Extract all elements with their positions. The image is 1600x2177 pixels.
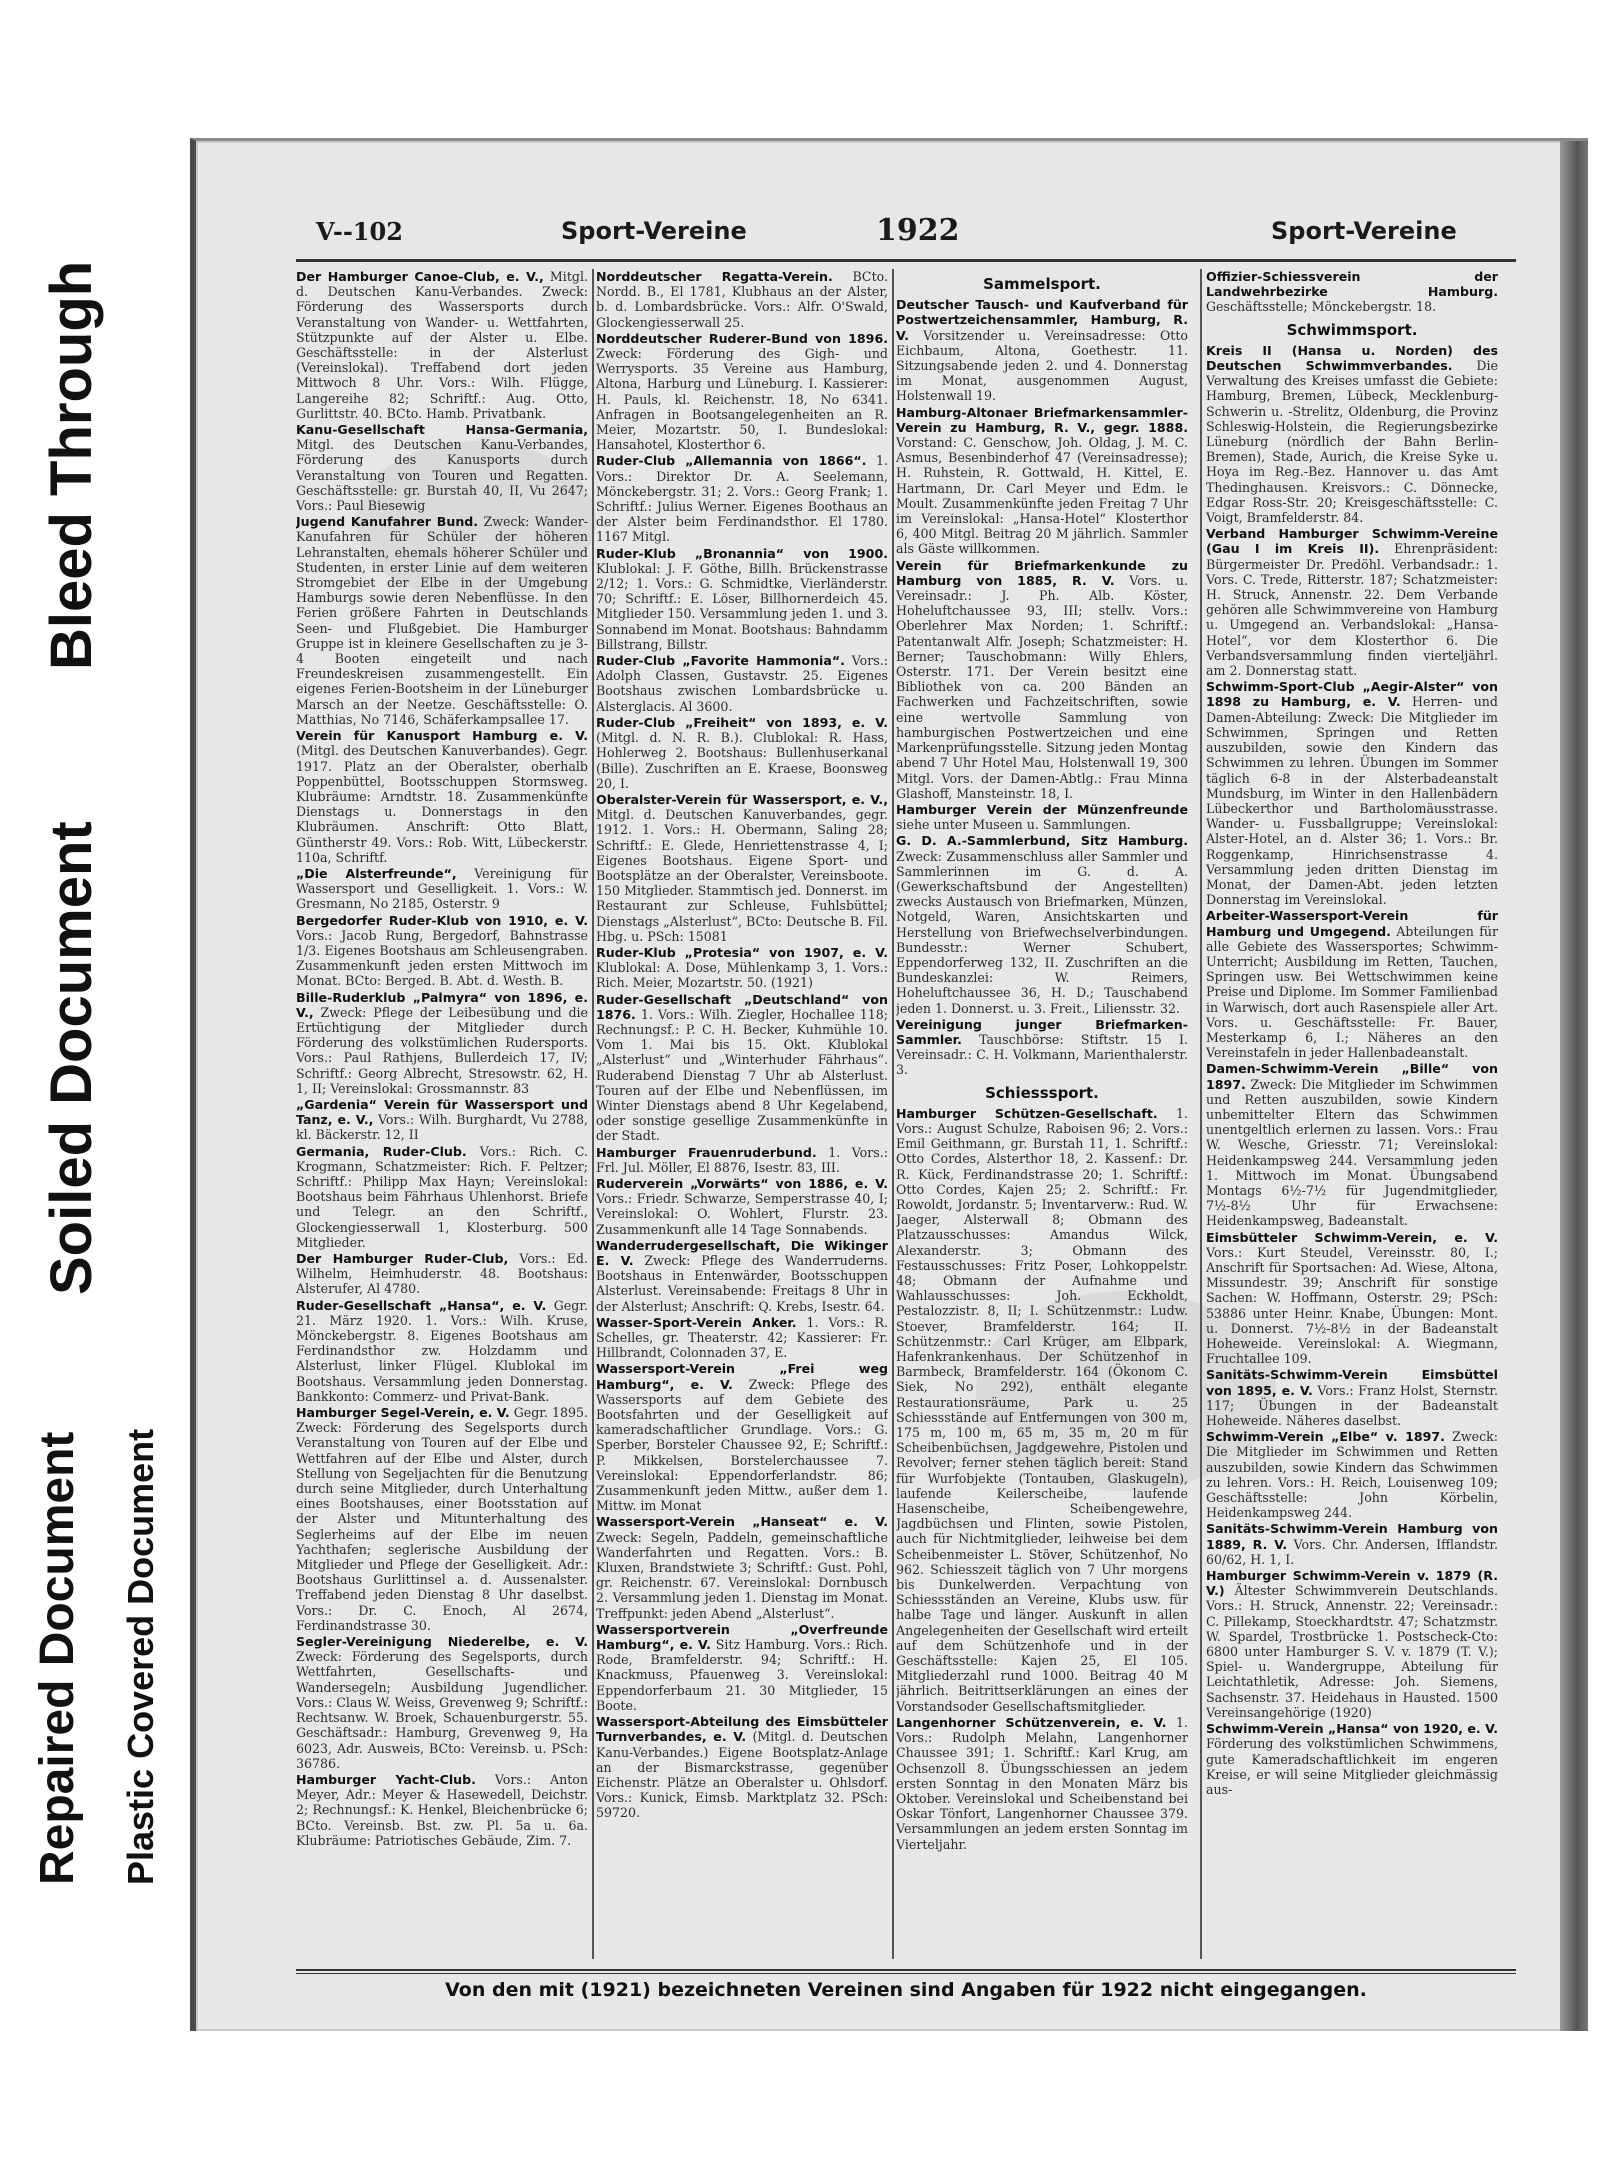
entry-name: Kreis II (Hansa u. Norden) des Deutschen Schwimmverbandes. <box>1206 342 1498 374</box>
entry-name: Schwimm-Verein „Elbe“ v. 1897. <box>1206 1429 1445 1445</box>
section-title: Schiesssport. <box>985 1083 1099 1102</box>
directory-entry <box>296 1298 588 1404</box>
entry-name: Verband Hamburger Schwimm-Vereine (Gau I im Kreis II). <box>1206 526 1498 557</box>
entry-text: Zweck: Förderung des Segelsports, durch Wettfahrten, Gesellschafts- und Wandersegeln; Ausbildung Jugendlicher. Vors.: Claus W. Weiss, Grevenweg 9; Schriftf.: Rechtsanw. W. Broek, Schauenburgerstr. 55. Geschäftsadr.: Hamburg, Grevenweg 9, Ha 6023, Adr. Ausweis, BCto: Vereinsb. u. PSch: 36786. <box>296 1649 588 1771</box>
page-header <box>316 213 1506 253</box>
entry-text: Geschäftsstelle; Mönckebergstr. 18. <box>1206 299 1437 315</box>
directory-entry <box>596 945 888 991</box>
header-rule <box>296 259 1516 262</box>
entry-name: Deutscher Tausch- und Kaufverband für Postwertzeichensammler, Hamburg, R. V. <box>896 297 1188 343</box>
directory-entry <box>596 653 888 714</box>
directory-entry <box>1206 679 1498 907</box>
entry-text: Vors.: Friedr. Schwarze, Semperstrasse 40, I; Vereinslokal: O. Wohlert, Flurstr. 23. Zusammenkunft alle 14 Tage Sonnabends. <box>596 1191 888 1237</box>
entry-name: Sanitäts-Schwimm-Verein Hamburg von 1889, R. V. <box>1206 1521 1498 1552</box>
directory-entry <box>896 833 1188 1015</box>
entry-name: Vereinigung junger Briefmarken-Sammler. <box>896 1016 1188 1047</box>
directory-entry <box>296 866 588 912</box>
soiled-document-label: Soiled Document <box>39 821 104 1295</box>
scanned-page <box>190 138 1588 2031</box>
entry-name: Ruderverein „Vorwärts“ von 1886, e. V. <box>596 1175 888 1191</box>
directory-entry <box>296 1772 588 1848</box>
entry-name: Wassersport-Verein „Frei weg Hamburg“, e. V. <box>596 1361 888 1392</box>
entry-name: Der Hamburger Canoe-Club, e. V., <box>296 269 544 284</box>
entry-name: Hamburger Yacht-Club. <box>296 1771 476 1787</box>
entry-text: Vors. u. Vereinsadr.: J. Ph. Alb. Köster, Hoheluftchaussee 93, III; stellv. Vors.: Oberlehrer Max Norden; 1. Schriftf.: Patentanwalt Alfr. Joseph; Schatzmeister: H. Berner; Tauschobmann: Willy Ehlers, Osterstr. 171. Der Verein besitzt eine Bibliothek von ca. 200 Bänden an Fachwerken und Fachzeitschriften, sowie eine wertvolle Sammlung von hamburgischen Postwertzeichen und eine Markenprüfungsstelle. Sitzung jeden Montag abend 7 Uhr Hotel Mau, Holstenwall 19, 300 Mitgl. Vors. der Damen-Abtlg.: Frau Minna Glashoff, Mansteinstr. 18, I. <box>896 572 1188 801</box>
entry-text: (Mitgl. d. N. R. B.). Clublokal: R. Hass, Hohlerweg 2. Bootshaus: Bullenhuserkanal (Bille). Zuschriften an E. Kraese, Boonsweg 20, I. <box>596 730 888 791</box>
directory-entry <box>1206 1721 1498 1797</box>
entry-text: Vors. Chr. Andersen, Ifflandstr. 60/62, H. 1, I. <box>1206 1536 1498 1567</box>
entry-text: Zweck: Die Mitglieder im Schwimmen und Retten auszubilden, sowie Kindern unbemittelter Eltern das Schwimmen unentgeltlich erlernen zu lassen. Vors.: Frau W. Wesche, Griesstr. 71; Vereinslokal: Heidenkampsweg 244. Versammlung jeden 1. Mittwoch im Monat. Übungsabend Montags 6½-7½ für Jugendmitglieder, 7½-8½ Uhr für Erwachsene: Heidenkampsweg, Badeanstalt. <box>1206 1076 1498 1229</box>
entry-text: 1. Vors.: August Schulze, Raboisen 96; 2. Vors.: Emil Geithmann, gr. Burstah 11, 1. Schriftf.: Otto Cordes, Alsterthor 18, 2. Kassenf.: Dr. R. Kück, Ferdinandstrasse 20; 1. Schriftf.: Otto Cordes, Kajen 25; 2. Schriftf.: Fr. Rowoldt, Jordanstr. 5; Inventarverw.: Rud. W. Jaeger, Alsterwall 8; Obmann des Platzausschusses: Amandus Wilck, Alexanderstr. 3; Obmann des Festausschusses: Fritz Poser, Lohkoppelstr. 48; Obmann der Aufnahme und Wahlausschusses: Joh. Eckholdt, Pestalozzistr. 8, II; I. Schützenmstr.: Ludw. Stoever, Bramfelderstr. 164; II. Schützenmstr.: Carl Krüger, am Elbpark, Hafenkrankenhaus. Der Schützenhof in Barmbeck, Bramfelderstr. 164 (Ökonom C. Siek, No 292), enthält elegante Restaurationsräume, Park u. 25 Schiessstände auf Entfernungen von 300 m, 175 m, 100 m, 65 m, 35 m, 20 m für Scheibenbüchsen, Jagdgewehre, Pistolen und Revolver; ferner stehen täglich bereit: Stand für Wurfobjekte (Tontauben, Glaskugeln), laufende Keilerscheibe, laufende Hasenscheibe, Scheibengewehre, Jagdbüchsen und Flinten, sowie Pistolen, auch für Nichtmitglieder, leihweise bei dem Scheibenmeister L. Stöver, Schützenhof, No 962. Schiesszeit täglich von 7 Uhr morgens bis Dunkelwerden. Verpachtung von Schiessständen an Vereine, Klubs usw. für halbe Tage und länger. Auskunft in allen Angelegenheiten der Gesellschaft wird erteilt auf dem Schützenhofe und in der Geschäftsstelle: Kajen 25, El 105. Mitgliederzahl rund 1000. Beitrag 40 M jährlich. Beitrittserklärungen an eines der Vorstandsoder Gesellschaftsmitglieder. <box>896 1105 1188 1714</box>
column-4 <box>1206 269 1498 1964</box>
directory-entry <box>596 269 888 330</box>
directory-entry <box>296 1634 588 1771</box>
entry-name: Offizier-Schiessverein der Landwehrbezirke Hamburg. <box>1206 269 1498 300</box>
directory-entry <box>596 331 888 453</box>
entry-name: Hamburger Frauenruderbund. <box>596 1144 817 1160</box>
entry-text: Gegr. 1895. Zweck: Förderung des Segelsports durch Veranstaltung von Touren auf der Elbe und Wettfahren auf der Elbe und Alster, durch Stellung von Segeljachten für die Benutzung durch seine Mitglieder, durch Unterhaltung eines Bootshauses, einer Bootsstation auf der Alster und Mitunterhaltung des Seglerheims auf der Elbe im neuen Yachthafen; seglerische Ausbildung der Mitglieder und Pflege der Geselligkeit. Adr.: Bootshaus Gurlittinsel a. d. Aussenalster. Treffabend jeden Dienstag 8 Uhr daselbst. Vors.: Dr. C. Enoch, Al 2674, Ferdinandstrasse 30. <box>296 1405 588 1633</box>
entry-name: Bergedorfer Ruder-Klub von 1910, e. V. <box>296 912 588 928</box>
entry-text: Vorstand: C. Genschow, Joh. Oldag, J. M. C. Asmus, Besenbinderhof 47 (Vereinsadresse); H. Ruhstein, R. Gottwald, H. Kittel, E. Hartmann, Dr. Carl Meyer und Edm. le Moult. Zusammenkünfte jeden Freitag 7 Uhr im Vereinslokal: „Hansa-Hotel“ Klosterthor 6, 400 Mitgl. Beitrag 20 M jährlich. Sammler als Gäste willkommen. <box>896 435 1188 557</box>
directory-entry <box>296 913 588 989</box>
entry-text: Mitgl. des Deutschen Kanu-Verbandes, Förderung des Kanusports durch Veranstaltung von Touren und Regatten. Geschäftsstelle: gr. Burstah 40, II, Vu 2647; Vors.: Paul Biesewig <box>296 437 588 514</box>
header-year: 1922 <box>876 213 960 248</box>
entry-text: Herren- und Damen-Abteilung: Zweck: Die Mitglieder im Schwimmen, Springen und Retten auszubilden, sowie den Kindern das Schwimmen zu lehren. Übungen im Sommer täglich 6-8 in der Alsterbadeanstalt Mundsburg, im Winter in den Hallenbädern Lübeckerthor und Bartholomäusstrasse. Wander- u. Fussballgruppe; Vereinslokal: Alster-Hotel, an d. Alster 36; 1. Vors.: Br. Roggenkamp, Hinrichsenstrasse 4. Versammlung jeden dritten Dienstag im Monat, der Damen-Abt. jeden letzten Donnerstag im Vereinslokal. <box>1206 694 1498 908</box>
entry-name: Ruder-Klub „Protesia“ von 1907, e. V. <box>596 944 888 960</box>
entry-text: Gegr. 21. März 1920. 1. Vors.: Wilh. Kruse, Mönckebergstr. 8. Eigenes Bootshaus am Ferdinandsthor zw. Holzdamm und Alsterlust, linker Flügel. Klublokal im Bootshaus. Versammlung jeden Donnerstag. Bankkonto: Commerz- und Privat-Bank. <box>296 1297 588 1404</box>
directory-entry <box>596 1514 888 1620</box>
directory-entry <box>296 1097 588 1143</box>
directory-entry <box>296 728 588 865</box>
footer-rule <box>296 1973 1516 1974</box>
entry-text: 1. Vors.: R. Schelles, gr. Theaterstr. 42; Kassierer: Fr. Hillbrandt, Colonnaden 37, E. <box>596 1314 888 1361</box>
directory-entry <box>1206 1061 1498 1228</box>
entry-text: (Mitgl. d. Deutschen Kanu-Verbandes.) Eigene Bootsplatz-Anlage an der Bismarckstrasse, gegenüber Eichenstr. Plätze an Oberalster u. Ohlsdorf. Vors.: Kunick, Eimsb. Marktplatz 32. PSch: 59720. <box>596 1729 888 1821</box>
entry-text: Förderung des volkstümlichen Schwimmens, gute Kameradschaftlichkeit im engeren Kreise, er will seine Mitglieder gleichmässig aus- <box>1206 1736 1498 1797</box>
entry-name: Verein für Kanusport Hamburg e. V. <box>296 728 588 744</box>
entry-name: Ruder-Club „Freiheit“ von 1893, e. V. <box>596 714 888 730</box>
entry-text: Mitgl. d. Deutschen Kanuverbandes, gegr. 1912. 1. Vors.: H. Obermann, Saling 28; Schriftf.: E. Glede, Henriettenstrasse 4, I; Eigenes Bootshaus. Eigene Sport- und Bootsplätze an der Oberalster, Vereinsboote. 150 Mitglieder. Stammtisch jed. Donnerst. im Restaurant zur Schleuse, Fuhlsbüttel; Dienstags „Alsterlust“, BCto: Deutsche B. Fil. Hbg. u. PSch: 15081 <box>596 807 888 944</box>
directory-entry <box>596 1315 888 1361</box>
entry-text: Abteilungen für alle Gebiete des Wassersportes; Schwimm-Unterricht; Ausbildung im Retten, Tauchen, Springen usw. Bei Wettschwimmen keine Preise und Diplome. Im Sommer Familienbad in Warwisch, dort auch Rasenspiele aller Art. Vors. u. Geschäftsstelle: Fr. Bauer, Mesterkamp 6, I.; Näheres an den Vereinstafeln in jeder Hallenbadeanstalt. <box>1206 923 1498 1061</box>
entry-name: Hamburg-Altonaer Briefmarkensammler-Verein zu Hamburg, R. V., gegr. 1888. <box>896 404 1188 435</box>
column-1 <box>296 269 588 1964</box>
entry-name: Ruder-Club „Allemannia von 1866“. <box>596 453 867 469</box>
directory-entry <box>1206 1429 1498 1520</box>
entry-text: Vorsitzender u. Vereinsadresse: Otto Eichbaum, Altona, Goethestr. 11. Sitzungsabende jeden 2. und 4. Donnerstag im Monat, ausgenommen August, Holstenwall 19. <box>896 327 1188 404</box>
entry-name: Schwimm-Verein „Hansa“ von 1920, e. V. <box>1206 1721 1498 1737</box>
page-edge-shadow <box>1560 141 1588 2031</box>
page-number: V--102 <box>316 217 403 246</box>
entry-name: Wasser-Sport-Verein Anker. <box>596 1314 797 1330</box>
entry-name: Arbeiter-Wassersport-Verein für Hamburg und Umgegend. <box>1206 908 1498 939</box>
directory-entry <box>896 802 1188 832</box>
entry-text: Tauschbörse: Stiftstr. 15 I. Vereinsadr.: C. H. Volkmann, Marienthalerstr. 3. <box>896 1031 1188 1078</box>
entry-text: Vors.: Jacob Rung, Bergedorf, Bahnstrasse 1/3. Eigenes Bootshaus am Schleusengraben. Zusammenkunft jeden ersten Mittwoch im Monat. BCto: Berged. B. Abt. d. Westh. B. <box>296 927 588 989</box>
entry-name: Ruder-Gesellschaft „Deutschland“ von 1876. <box>596 991 888 1022</box>
entry-text: Klublokal: A. Dose, Mühlenkamp 3, 1. Vors.: Rich. Meier, Mozartstr. 50. (1921) <box>596 960 888 991</box>
entry-text: Vors.: Ed. Wilhelm, Heimhuderstr. 48. Bootshaus: Alsterufer, Al 4780. <box>296 1251 588 1297</box>
directory-entry <box>596 453 888 544</box>
directory-entry <box>596 1238 888 1314</box>
entry-name: Hamburger Schwimm-Verein v. 1879 (R. V.) <box>1206 1568 1498 1599</box>
entry-name: Damen-Schwimm-Verein „Bille“ von 1897. <box>1206 1061 1498 1092</box>
entry-name: Eimsbütteler Schwimm-Verein, e. V. <box>1206 1229 1498 1245</box>
entry-text: Zweck: Pflege des Wanderruderns. Bootshaus in Entenwärder, Bootsschuppen Alsterlust. Vereinsabende: Freitags 8 Uhr in der Alsterlust; Anschrift: Q. Krebs, Isestr. 64. <box>596 1253 888 1314</box>
directory-entry <box>596 1622 888 1713</box>
entry-text: Vors.: Wilh. Burghardt, Vu 2788, kl. Bäckerstr. 12, II <box>296 1112 588 1143</box>
entry-text: 1. Vors.: Direktor Dr. A. Seelemann, Mönckebergstr. 31; 2. Vors.: Georg Frank; 1. Schriftf.: Julius Werner. Eigenes Boothaus an der Alster beim Ferdinandsthor. El 1780. 1167 Mitgl. <box>596 453 888 545</box>
directory-entry <box>596 992 888 1144</box>
entry-text: Zweck: Förderung des Gigh- und Werrysports. 35 Vereine aus Hamburg, Altona, Harburg und Lüneburg. I. Kassierer: H. Pauls, kl. Reichenstr. 18, No 6341. Anfragen in Bootsangelegenheiten an R. Meier, Mozartstr. 50, I. Bundeslokal: Hansahotel, Klosterthor 6. <box>596 346 888 453</box>
directory-entry <box>296 269 588 421</box>
column-divider <box>892 269 894 1959</box>
entry-name: Segler-Vereinigung Niederelbe, e. V. <box>296 1634 588 1650</box>
plastic-covered-document-label: Plastic Covered Document <box>120 1428 161 1885</box>
directory-entry <box>296 1405 588 1633</box>
entry-text: BCto. Nordd. B., El 1781, Klubhaus an der Alster, b. d. Lombardsbrücke. Vors.: Alfr. O'Swald, Glockengiesserwall 25. <box>596 269 888 330</box>
entry-text: Vors.: Kurt Steudel, Vereinsstr. 80, I.; Anschrift für Sportsachen: Ad. Wiese, Altona, Missundestr. 39; Anschrift für sonstige Sachen: W. Hoffmann, Osterstr. 29; PSch: 53886 unter Heinr. Knabe, Übungen: Mont. u. Donnerst. 7½-8½ in der Badeanstalt Hoheweide. Vereinslokal: A. Wiegmann, Fruchtallee 109. <box>1206 1244 1498 1367</box>
entry-text: Klublokal: J. F. Göthe, Billh. Brückenstrasse 2/12; 1. Vors.: G. Schmidtke, Vierländerstr. 70; Schriftf.: E. Löser, Billhornerdeich 45. Mitglieder 150. Versammlung jeden 1. und 3. Sonnabend im Monat. Bootshaus: Bahndamm Billstrang, Billstr. <box>596 560 888 652</box>
entry-text: Zweck: Segeln, Paddeln, gemeinschaftliche Wanderfahrten und Regatten. Vors.: B. Kluxen, Brandstwiete 3; Schriftf.: Gust. Pohl, gr. Reichenstr. 67. Vereinslokal: Dornbusch 2. Versammlung jeden 1. Dienstag im Monat. Treffpunkt: jeden Abend „Alsterlust“. <box>596 1529 888 1621</box>
header-title-right: Sport-Vereine <box>1271 217 1457 245</box>
section-title: Schwimmsport. <box>1286 320 1418 339</box>
entry-name: Wassersportverein „Overfreunde Hamburg“, e. V. <box>596 1621 888 1653</box>
entry-name: Schwimm-Sport-Club „Aegir-Alster“ von 1898 zu Hamburg, e. V. <box>1206 679 1498 710</box>
entry-text: Zweck: Pflege des Wassersports auf dem Gebiete des Bootsfahrten und der Geselligkeit auf kameradschaftlicher Grundlage. Vors.: G. Sperber, Borsteler Chaussee 92, E; Schriftf.: P. Mikkelsen, Borstelerchaussee 7. Vereinslokal: Eppendorferlandstr. 86; Zusammenkunft jeden Mittw., außer dem 1. Mittw. im Monat <box>596 1376 888 1514</box>
entry-text: Vors.: Adolph Classen, Gustavstr. 25. Eigenes Bootshaus zwischen Lombardsbrücke u. Alsterglacis. Al 3600. <box>596 653 888 714</box>
entry-name: Ruder-Club „Favorite Hammonia“. <box>596 653 845 669</box>
entry-name: Wassersport-Abteilung des Eimsbütteler Turnverbandes, e. V. <box>596 1714 888 1745</box>
entry-name: Kanu-Gesellschaft Hansa-Germania, <box>296 422 588 438</box>
entry-name: „Die Alsterfreunde“, <box>296 865 457 881</box>
directory-entry <box>296 514 588 727</box>
entry-text: Zweck: Pflege der Leibesübung und die Ertüchtigung der Mitglieder durch Förderung des volkstümlichen Rudersports. Vors.: Paul Rathjens, Bullerdeich 17, IV; Schriftf.: Georg Albrecht, Stresowstr. 62, H. 1, II; Vereinslokal: Grossmannstr. 83 <box>296 1004 588 1096</box>
directory-entry <box>1206 526 1498 678</box>
entry-name: Germania, Ruder-Club. <box>296 1143 467 1159</box>
entry-text: Vors.: Anton Meyer, Adr.: Meyer & Hasewedell, Deichstr. 2; Rechnungsf.: K. Henkel, Bleichenbrücke 6; BCto. Vereinsb. Bst. zw. Pl. 5a u. 6a. Klubräume: Patriotisches Gebäude, Zim. 7. <box>296 1771 588 1848</box>
entry-name: Norddeutscher Regatta-Verein. <box>596 269 833 284</box>
entry-name: Jugend Kanufahrer Bund. <box>296 514 479 530</box>
column-3 <box>896 269 1188 1964</box>
entry-name: Langenhorner Schützenverein, e. V. <box>896 1714 1167 1730</box>
directory-entry <box>896 1715 1188 1852</box>
entry-name: Ruder-Klub „Bronannia“ von 1900. <box>596 545 888 561</box>
directory-entry <box>296 1144 588 1250</box>
entry-name: Norddeutscher Ruderer-Bund von 1896. <box>596 330 888 346</box>
directory-entry <box>596 1176 888 1237</box>
entry-name: Wassersport-Verein „Hanseat“ e. V. <box>596 1514 888 1530</box>
directory-entry <box>896 1017 1188 1078</box>
entry-name: Sanitäts-Schwimm-Verein Eimsbüttel von 1895, e. V. <box>1206 1367 1498 1398</box>
entry-text: Zweck: Zusammenschluss aller Sammler und Sammlerinnen im G. d. A. (Gewerkschaftsbund der Angestellten) zwecks Austausch von Briefmarken, Münzen, Notgeld, Waren, Ansichtskarten und Herstellung von Briefwechselverbindungen. Bundesstr.: Werner Schubert, Eppendorferweg 132, II. Zuschriften an die Bundeskanzlei: W. Reimers, Hoheluftchaussee 36, H. D.; Tauschabend jeden 1. Donnerst. u. 3. Freit., Liliensstr. 32. <box>896 848 1188 1016</box>
section-title: Sammelsport. <box>983 275 1101 293</box>
directory-entry <box>1206 1521 1498 1567</box>
entry-text: Zweck: Wander-Kanufahren für Schüler der höheren Lehranstalten, ehemals höherer Schüler und Studenten, in erster Linie auf dem weiteren Stromgebiet der Elbe in der Umgebung Hamburgs sowie deren Nebenflüsse. In den Ferien größere Fahrten in Deutschlands Seen- und Flußgebiet. Die Hamburger Gruppe ist in kleinere Gesellschaften zu je 3-4 Booten eingeteilt und nach Freundeskreisen zusammengestellt. Ein eigenes Ferien-Bootsheim in der Lüneburger Marsch an der Neetze. Geschäftsstelle: O. Matthias, No 7146, Schäferkampsallee 17. <box>296 514 588 727</box>
entry-name: Hamburger Segel-Verein, e. V. <box>296 1405 510 1421</box>
entry-text: Vors.: Rich. C. Krogmann, Schatzmeister: Rich. F. Peltzer; Schriftf.: Philipp Max Hayn; Vereinslokal: Bootshaus beim Fährhaus Uhlenhorst. Briefe und Telegr. an den Schriftf., Glockengiesserwall 1, Klosterburg. 500 Mitglieder. <box>296 1143 588 1250</box>
directory-entry <box>1206 908 1498 1060</box>
directory-entry <box>296 422 588 513</box>
entry-text: (Mitgl. des Deutschen Kanuverbandes). Gegr. 1917. Platz an der Oberalster, oberhalb Poppenbüttel, Bootsschuppen Stormsweg. Klubräume: Arndtstr. 18. Zusammenkünfte Dienstags u. Donnerstags in den Klubräumen. Anschrift: Otto Blatt, Güntherstr 49. Vors.: Rob. Witt, Lübeckerstr. 110a, Schriftf. <box>296 743 588 865</box>
entry-name: G. D. A.-Sammlerbund, Sitz Hamburg. <box>896 833 1188 849</box>
entry-text: Ältester Schwimmverein Deutschlands. Vors.: H. Struck, Annenstr. 22; Vereinsadr.: C. Pillekamp, Stoeckhardtstr. 47; Schatzmstr. W. Spardel, Trostbrücke 1. Postscheck-Cto: 6800 unter Hamburger S. V. v. 1879 (T. V.); Spiel- u. Wandergruppe, Abteilung für Leichtathletik, Adresse: Joh. Siemens, Sachsenstr. 37. Heidehaus in Hausted. 1500 Vereinsangehörige (1920) <box>1206 1583 1498 1720</box>
entry-text: Vors.: Franz Holst, Sternstr. 117; Übungen in der Badeanstalt Hoheweide. Näheres daselbst. <box>1206 1382 1498 1429</box>
directory-entry <box>896 297 1188 403</box>
directory-entry <box>896 405 1188 557</box>
entry-text: Vereinigung für Wassersport und Geselligkeit. 1. Vors.: W. Gresmann, No 2185, Osterstr. 9 <box>296 865 588 912</box>
column-2 <box>596 269 888 1964</box>
directory-entry <box>596 1714 888 1820</box>
directory-entry <box>596 1361 888 1513</box>
directory-entry <box>896 1106 1188 1714</box>
repaired-document-label: Repaired Document <box>31 1431 84 1885</box>
entry-text: 1. Vors.: Wilh. Ziegler, Hochallee 118; Rechnungsf.: P. C. H. Becker, Kuhmühle 10. Vom 1. Mai bis 15. Okt. Klublokal „Alsterlust“ und „Winterhuder Fährhaus“. Ruderabend Dienstag 7 Uhr ab Alsterlust. Touren auf der Elbe und Nebenflüssen, im Winter Dienstags abend 8 Uhr Kegelabend, oder sonstige gesellige Zusammenkünfte in der Stadt. <box>596 1006 888 1144</box>
footer-note: Von den mit (1921) bezeichneten Vereinen sind Angaben für 1922 nicht eingegangen. <box>445 1979 1367 2001</box>
column-divider <box>592 269 594 1959</box>
directory-entry <box>596 1145 888 1175</box>
entry-text: Mitgl. d. Deutschen Kanu-Verbandes. Zweck: Förderung des Wassersports durch Veranstaltung von Wander- u. Wettfahrten, Stützpunkte auf der Alster u. Elbe. Geschäftsstelle: in der Alsterlust (Vereinslokal). Treffabend dort jeden Mittwoch 8 Uhr. Vors.: Wilh. Flügge, Langereihe 82; Schriftf.: Aug. Otto, Gurlittstr. 40. BCto. Hamb. Privatbank. <box>296 269 588 421</box>
entry-text: 1. Vors.: Frl. Jul. Möller, El 8876, Isestr. 83, III. <box>596 1144 888 1175</box>
directory-entry <box>596 546 888 652</box>
directory-entry <box>1206 343 1498 525</box>
entry-name: Hamburger Schützen-Gesellschaft. <box>896 1105 1158 1121</box>
entry-text: Die Verwaltung des Kreises umfasst die Gebiete: Hamburg, Bremen, Lübeck, Mecklenburg-Schwerin u. -Strelitz, Oldenburg, die Provinz Schleswig-Holstein, die Regierungsbezirke Lüneburg (nördlich der Bahn Berlin-Bremen), Stade, Aurich, die Kreise Syke u. Hoya im Reg.-Bez. Hannover u. das Amt Thedinghausen. Kreisvors.: C. Dönnecke, Edgar Ross-Str. 20; Kreisgeschäftsstelle: C. Voigt, Bramfelderstr. 84. <box>1206 358 1498 526</box>
entry-text: siehe unter Museen u. Sammlungen. <box>896 817 1131 833</box>
directory-entry <box>896 558 1188 801</box>
entry-text: Zweck: Die Mitglieder im Schwimmen und Retten auszubilden, sowie Kindern das Schwimmen zu lehren. Vors.: H. Reich, Louisenweg 109; Geschäftsstelle: John Körbelin, Heidenkampsweg 244. <box>1206 1429 1498 1521</box>
directory-entry <box>1206 1568 1498 1720</box>
header-title-left: Sport-Vereine <box>561 217 747 245</box>
directory-entry <box>596 715 888 791</box>
entry-name: „Gardenia“ Verein für Wassersport und Tanz, e. V., <box>296 1096 588 1128</box>
directory-entry <box>596 792 888 944</box>
entry-name: Verein für Briefmarkenkunde zu Hamburg von 1885, R. V. <box>896 557 1188 588</box>
column-divider <box>1200 269 1202 1959</box>
footer-rule <box>296 1969 1516 1971</box>
directory-entry <box>1206 269 1498 315</box>
bleed-through-label: Bleed Through <box>39 260 104 670</box>
directory-entry <box>1206 1230 1498 1367</box>
entry-name: Oberalster-Verein für Wassersport, e. V., <box>596 791 888 807</box>
directory-entry <box>296 1251 588 1297</box>
entry-text: Ehrenpräsident: Bürgermeister Dr. Predöhl. Verbandsadr.: 1. Vors. C. Trede, Ritterstr. 187; Schatzmeister: H. Struck, Annenstr. 22. Dem Verbande gehören alle Schwimmvereine von Hamburg u. Umgegend an. Verbandslokal: „Hansa-Hotel“, vor dem Klosterthor 6. Die Verbandsversammlung finden vierteljährl. am 2. Donnerstag statt. <box>1206 541 1498 679</box>
entry-text: 1. Vors.: Rudolph Melahn, Langenhorner Chaussee 391; 1. Schriftf.: Karl Krug, am Ochsenzoll 8. Übungsschiessen an jedem ersten Sonntag in den Monaten März bis Oktober. Vereinslokal und Scheibenstand bei Oskar Tönfort, Langenhorner Chaussee 379. Versammlungen an jedem ersten Sonntag im Vierteljahr. <box>896 1714 1188 1852</box>
entry-name: Bille-Ruderklub „Palmyra“ von 1896, e. V., <box>296 989 588 1020</box>
directory-entry <box>1206 1367 1498 1428</box>
entry-text: Sitz Hamburg. Vors.: Rich. Rode, Bramfelderstr. 94; Schriftf.: H. Knackmuss, Pfauenweg 3. Vereinslokal: Eppendorferbaum 21. 30 Mitglieder, 15 Boote. <box>596 1637 888 1713</box>
entry-name: Wanderrudergesellschaft, Die Wikinger E. V. <box>596 1237 888 1268</box>
entry-name: Hamburger Verein der Münzenfreunde <box>896 801 1188 817</box>
directory-entry <box>296 990 588 1096</box>
entry-name: Der Hamburger Ruder-Club, <box>296 1251 509 1266</box>
entry-name: Ruder-Gesellschaft „Hansa“, e. V. <box>296 1297 547 1313</box>
